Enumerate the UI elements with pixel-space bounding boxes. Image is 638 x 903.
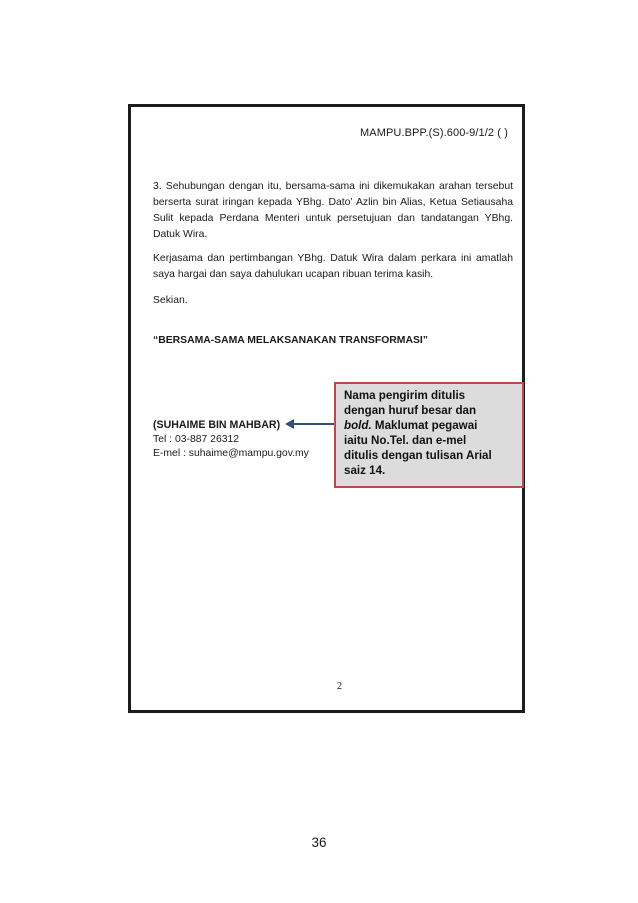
sender-name: (SUHAIME BIN MAHBAR) [153,419,281,431]
sender-tel: Tel : 03-887 26312 [153,434,240,445]
paragraph-3: 3. Sehubungan dengan itu, bersama-sama ini dikemukakan arahan tersebut berserta surat iringan kepada YBhg. Dato’ Azlin bin Alias, Ketua Setiausaha Sulit kepada Perdana Menteri untuk persetujuan dan tandatangan YBhg. Datuk Wira. [153,181,513,240]
annotation-line: saiz 14. [344,464,386,477]
annotation-line: Nama pengirim ditulis [344,389,466,402]
annotation-line [344,418,516,433]
sender-email: E-mel : suhaime@mampu.gov.my [153,448,309,459]
annotation-callout [334,382,524,488]
motto: “BERSAMA-SAMA MELAKSANAKAN TRANSFORMASI” [153,335,428,346]
paragraph-kerjasama: Kerjasama dan pertimbangan YBhg. Datuk Wira dalam perkara ini amatlah saya hargai dan saya dahulukan ucapan ribuan terima kasih. [153,253,513,280]
annotation-line-rest: Maklumat pegawai [371,419,478,432]
reference-number: MAMPU.BPP.(S).600-9/1/2 ( ) [360,127,508,139]
annotation-line: dengan huruf besar dan [344,404,477,417]
annotation-italic: bold. [344,419,372,432]
annotation-line: ditulis dengan tulisan Arial [344,449,492,462]
page-number: 36 [311,835,327,850]
annotation-line: iaitu No.Tel. dan e-mel [344,434,467,447]
inner-page-number: 2 [337,681,342,692]
closing-text: Sekian. [153,295,188,306]
arrow-left-icon [285,418,337,430]
